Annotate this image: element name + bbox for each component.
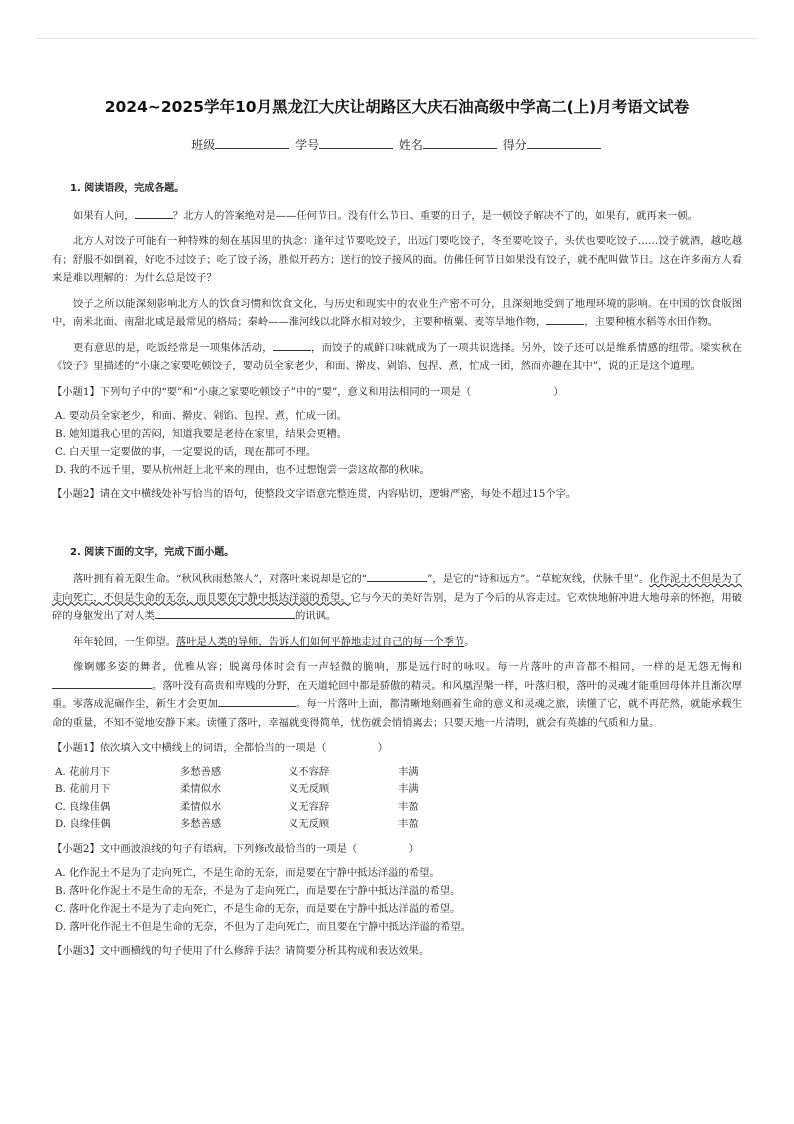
name-label: 姓名 [398,138,423,152]
exam-title: 2024~2025学年10月黑龙江大庆让胡路区大庆石油高级中学高二(上)月考语文试卷 [104,98,690,116]
student-info-row [0,136,794,153]
question-2-heading: 2. 阅读下面的文字，完成下面小题。 [70,546,235,558]
q2-paragraph-2: 年年轮回，一生仰望。落叶是人类的导师，告诉人们如何平静地走过自己的每一个季节。 [73,635,475,648]
q1-blank-3[interactable] [273,339,311,351]
q1-option-d[interactable]: D. 我的不远千里，要从杭州赶上北平来的理由，也不过想饱尝一尝这故都的秋味。 [55,464,430,476]
q2-underlined-sentence: 落叶是人类的导师，告诉人们如何平静地走过自己的每一个季节 [175,635,465,648]
q2-paragraph-3: 像婀娜多姿的舞者，优雅从容；脱离母体时会有一声轻微的脆响，那是远行时的咏叹。每一片落叶的声音都不相同，一样的是无怨无悔和。落叶没有高贵和卑贱的分野，在天道轮回中都是骄傲的精灵。和风凰涅槃一样，叶落归根，落叶的灵魂才能重回母体并且渐次厚重。零落成泥碾作尘，新生才会更加 。每一片落叶上面，都清晰地刻画着生命的意义和灵魂之旅，读懂了它，就不再茫然，就能承载生命的重量，不知不觉地安静下来。读懂了落叶，幸福就变得简单，忧伤就会悄悄离去；只要天地一片清明，就会有英雄的气质和力量。 [52,661,743,729]
q2-options-table: A. 花前月下 多愁善感 义不容辞 丰满 B. 花前月下 柔情似水 义无反顾 丰满 C. 良缘佳偶 柔情似水 义无容辞 丰盈 D. 良缘佳偶 多愁善感 义无反顾 丰盈 [52,764,742,834]
q2-subquestion-1: 【小题1】依次填入文中横线上的词语，全都恰当的一项是（ ） [52,742,389,754]
score-field[interactable] [527,136,601,149]
q2-blank-4[interactable] [218,695,296,707]
q2-subquestion-3: 【小题3】文中画横线的句子使用了什么修辞手法？请简要分析其构成和表达效果。 [52,945,430,957]
class-label: 班级 [191,138,216,152]
q2-option-b[interactable]: B. 花前月下 [55,783,111,795]
q2-option-a[interactable]: A. 花前月下 [55,765,111,778]
q2-option-c[interactable]: C. 良缘佳偶 [55,800,111,813]
q2-fix-option-d[interactable]: D. 落叶化作泥土不但是生命的无奈，不但为了走向死亡，而且要在宁静中抵达洋溢的希望。 [55,921,472,933]
q1-blank-1[interactable] [135,207,173,219]
q1-paragraph-4: 更有意思的是，吃饭经常是一项集体活动， ，而饺子的咸鲜口味就成为了一项共识选择。另外，饺子还可以是维系情感的纽带。梁实秋在《饺子》里描述的“小康之家要吃顿饺子，要动员全家老少，和面、擀皮、剁馅、包捏、煮，忙成一团，然而亦趣在其中”，说的正是这个道理。 [52,339,742,376]
q2-fix-option-c[interactable]: C. 落叶化作泥土不是为了走向死亡，不是生命的无奈，而是要在宁静中抵达洋溢的希望。 [55,903,461,915]
q1-option-b[interactable]: B. 她知道我心里的苦闷，知道我要是老待在家里，结果会更糟。 [55,428,348,440]
q1-paragraph-1: 如果有人问， ？北方人的答案绝对是——任何节日。没有什么节日、重要的日子，是一顿饺子解决不了的，如果有，就再来一顿。 [52,207,742,226]
q1-paragraph-2: 北方人对饺子可能有一种特殊的刻在基因里的执念：逢年过节要吃饺子，出远门要吃饺子，冬至要吃饺子，头伏也要吃饺子……饺子就酒，越吃越有；舒服不如倒着，好吃不过饺子；吃了饺子汤，胜似开药方；送行的饺子接风的面。仿佛任何节日如果没有饺子，就不配叫做节日。这在许多南方人看来是难以理解的：为什么总是饺子？ [52,235,742,284]
score-label: 得分 [502,138,527,152]
q2-blank-2[interactable] [155,607,295,619]
q2-paragraph-1: 落叶拥有着无限生命。“秋风秋雨愁煞人”，对落叶来说却是它的“ ”，是它的“诗和远方”。“草蛇灰线，伏脉千里”。化作泥土不但是为了走向死亡，不但是生命的无奈，而且要在宁静中抵达洋溢的希望。它与今天的美好告别，是为了今后的从容走过。它欢快地俯冲进大地母亲的怀抱，用破碎的身躯发出了对人类 的讯讽。 [52,570,742,626]
q2-blank-3[interactable] [52,677,152,689]
q2-blank-1[interactable] [367,570,427,582]
q1-subquestion-2: 【小题2】请在文中横线处补写恰当的语句，使整段文字语意完整连贯，内容贴切，逻辑严密，每处不超过15个字。 [52,488,577,500]
id-field[interactable] [319,136,393,149]
q1-option-a[interactable]: A. 要动员全家老少，和面、擀皮、剁馅、包捏、煮，忙成一团。 [55,410,347,422]
q1-paragraph-3: 饺子之所以能深刻影响北方人的饮食习惯和饮食文化，与历史和现实中的农业生产密不可分，且深刻地受到了地理环境的影响。在中国的饮食版图中，南米北面、南甜北咸是最常见的格局；秦岭——淮河线以北降水相对较少，主要种植粟、麦等旱地作物， ，主要种植水稻等水田作物。 [52,297,742,328]
q1-blank-2[interactable] [546,313,584,325]
q2-fix-option-a[interactable]: A. 化作泥土不是为了走向死亡，不是生命的无奈，而是要在宁静中抵达洋溢的希望。 [55,867,440,879]
q1-subquestion-1: 【小题1】下列句子中的“要”和“小康之家要吃顿饺子”中的“要”，意义和用法相同的一项是（ ） [52,385,564,398]
question-1-heading: 1. 阅读语段，完成各题。 [70,183,185,194]
q2-subquestion-2: 【小题2】文中画波浪线的句子有语病，下列修改最恰当的一项是（ ） [52,842,419,855]
q1-option-c[interactable]: C. 白天里一定要做的事，一定要说的话，现在都可不理。 [55,446,317,458]
name-field[interactable] [423,136,497,149]
q2-wavy-sentence: 化作泥土不但是为了走向死亡，不但是生命的无奈，而且要在宁静中抵达洋溢的希望。 [52,573,743,604]
exam-content [52,180,742,967]
q2-fix-option-b[interactable]: B. 落叶化作泥土不是生命的无奈，不是为了走向死亡，而是要在宁静中抵达洋溢的希望。 [55,885,461,897]
id-label: 学号 [295,138,320,152]
class-field[interactable] [215,136,289,149]
q2-option-d[interactable]: D. 良缘佳偶 [55,818,111,830]
header-rule [36,38,758,39]
